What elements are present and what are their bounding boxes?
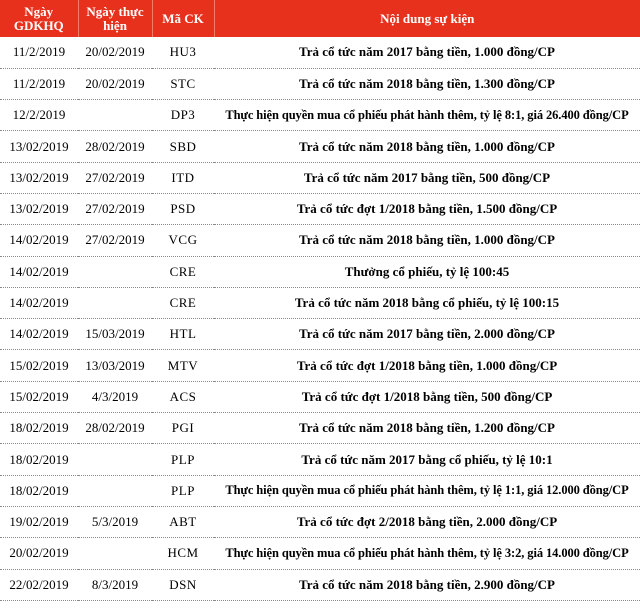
table-row bbox=[0, 350, 640, 381]
ticker-cell: CRE bbox=[152, 256, 214, 287]
event-content-cell: Trả cổ tức năm 2018 bằng cổ phiếu, tỷ lệ 100:15 bbox=[214, 287, 640, 318]
ticker-cell: HTL bbox=[152, 319, 214, 350]
event-content-cell: Trả cổ tức năm 2018 bằng tiền, 1.000 đồng/CP bbox=[214, 131, 640, 162]
ticker-cell: DSN bbox=[152, 569, 214, 600]
ex-date-cell: 20/02/2019 bbox=[0, 538, 78, 569]
table-row bbox=[0, 225, 640, 256]
event-content-cell: Trả cổ tức năm 2018 bằng tiền, 1.000 đồng/CP bbox=[214, 225, 640, 256]
event-content-cell: Trả cổ tức năm 2018 bằng tiền, 2.900 đồng/CP bbox=[214, 569, 640, 600]
ticker-cell: ABT bbox=[152, 506, 214, 537]
execution-date-cell: 27/02/2019 bbox=[78, 162, 152, 193]
table-row bbox=[0, 538, 640, 569]
header-event-content: Nội dung sự kiện bbox=[214, 0, 640, 37]
ex-date-cell: 15/02/2019 bbox=[0, 381, 78, 412]
table-row bbox=[0, 256, 640, 287]
event-content-cell: Trả cổ tức đợt 1/2018 bằng tiền, 500 đồng/CP bbox=[214, 381, 640, 412]
execution-date-cell: 28/02/2019 bbox=[78, 413, 152, 444]
table-row bbox=[0, 444, 640, 475]
execution-date-cell: 4/3/2019 bbox=[78, 381, 152, 412]
ex-date-cell: 15/02/2019 bbox=[0, 350, 78, 381]
ticker-cell: ACS bbox=[152, 381, 214, 412]
table-row bbox=[0, 287, 640, 318]
ticker-cell: PGI bbox=[152, 413, 214, 444]
ticker-cell: VCG bbox=[152, 225, 214, 256]
ex-date-cell: 11/2/2019 bbox=[0, 68, 78, 99]
execution-date-cell bbox=[78, 287, 152, 318]
table-row bbox=[0, 131, 640, 162]
ex-date-cell: 14/02/2019 bbox=[0, 287, 78, 318]
ex-date-cell: 18/02/2019 bbox=[0, 413, 78, 444]
execution-date-cell: 28/02/2019 bbox=[78, 131, 152, 162]
header-row bbox=[0, 0, 640, 37]
event-content-cell: Thưởng cổ phiếu, tỷ lệ 100:45 bbox=[214, 256, 640, 287]
ex-date-cell: 13/02/2019 bbox=[0, 193, 78, 224]
ticker-cell: MTV bbox=[152, 350, 214, 381]
table-row bbox=[0, 319, 640, 350]
execution-date-cell: 5/3/2019 bbox=[78, 506, 152, 537]
table-body bbox=[0, 37, 640, 600]
execution-date-cell bbox=[78, 444, 152, 475]
ticker-cell: SBD bbox=[152, 131, 214, 162]
event-content-cell: Trả cổ tức đợt 1/2018 bằng tiền, 1.000 đồng/CP bbox=[214, 350, 640, 381]
header-ex-date-line1: Ngày bbox=[24, 3, 54, 19]
execution-date-cell: 27/02/2019 bbox=[78, 193, 152, 224]
ex-date-cell: 13/02/2019 bbox=[0, 162, 78, 193]
table-row bbox=[0, 68, 640, 99]
header-execution-date-line1: Ngày thực bbox=[86, 3, 144, 19]
table-row bbox=[0, 506, 640, 537]
ex-date-cell: 22/02/2019 bbox=[0, 569, 78, 600]
event-content-cell: Trả cổ tức năm 2017 bằng tiền, 500 đồng/CP bbox=[214, 162, 640, 193]
ex-date-cell: 14/02/2019 bbox=[0, 225, 78, 256]
event-content-cell: Trả cổ tức năm 2017 bằng cổ phiếu, tỷ lệ 10:1 bbox=[214, 444, 640, 475]
execution-date-cell: 13/03/2019 bbox=[78, 350, 152, 381]
header-ticker: Mã CK bbox=[152, 0, 214, 37]
event-content-cell: Trả cổ tức năm 2018 bằng tiền, 1.200 đồng/CP bbox=[214, 413, 640, 444]
ex-date-cell: 18/02/2019 bbox=[0, 475, 78, 506]
event-content-cell: Trả cổ tức đợt 1/2018 bằng tiền, 1.500 đồng/CP bbox=[214, 193, 640, 224]
table-row bbox=[0, 569, 640, 600]
execution-date-cell: 20/02/2019 bbox=[78, 68, 152, 99]
ex-date-cell: 18/02/2019 bbox=[0, 444, 78, 475]
header-execution-date-line2: hiện bbox=[103, 17, 127, 33]
ticker-cell: HCM bbox=[152, 538, 214, 569]
ex-date-cell: 14/02/2019 bbox=[0, 256, 78, 287]
ticker-cell: ITD bbox=[152, 162, 214, 193]
table-row bbox=[0, 381, 640, 412]
ticker-cell: DP3 bbox=[152, 100, 214, 131]
execution-date-cell: 15/03/2019 bbox=[78, 319, 152, 350]
header-ex-date bbox=[0, 0, 78, 37]
ex-date-cell: 11/2/2019 bbox=[0, 37, 78, 68]
table-row bbox=[0, 162, 640, 193]
ex-date-cell: 19/02/2019 bbox=[0, 506, 78, 537]
ticker-cell: STC bbox=[152, 68, 214, 99]
table-row bbox=[0, 475, 640, 506]
table-header bbox=[0, 0, 640, 37]
event-content-cell: Thực hiện quyền mua cổ phiếu phát hành thêm, tỷ lệ 8:1, giá 26.400 đồng/CP bbox=[214, 100, 640, 131]
execution-date-cell bbox=[78, 256, 152, 287]
execution-date-cell bbox=[78, 475, 152, 506]
event-content-cell: Trả cổ tức năm 2017 bằng tiền, 1.000 đồng/CP bbox=[214, 37, 640, 68]
header-execution-date bbox=[78, 0, 152, 37]
execution-date-cell: 20/02/2019 bbox=[78, 37, 152, 68]
event-content-cell: Thực hiện quyền mua cổ phiếu phát hành thêm, tỷ lệ 1:1, giá 12.000 đồng/CP bbox=[214, 475, 640, 506]
event-content-cell: Thực hiện quyền mua cổ phiếu phát hành thêm, tỷ lệ 3:2, giá 14.000 đồng/CP bbox=[214, 538, 640, 569]
table-row bbox=[0, 413, 640, 444]
ex-date-cell: 13/02/2019 bbox=[0, 131, 78, 162]
execution-date-cell: 8/3/2019 bbox=[78, 569, 152, 600]
ex-date-cell: 12/2/2019 bbox=[0, 100, 78, 131]
table-row bbox=[0, 193, 640, 224]
header-ex-date-line2: GDKHQ bbox=[13, 17, 64, 33]
execution-date-cell: 27/02/2019 bbox=[78, 225, 152, 256]
ex-date-cell: 14/02/2019 bbox=[0, 319, 78, 350]
execution-date-cell bbox=[78, 100, 152, 131]
ticker-cell: PLP bbox=[152, 475, 214, 506]
ticker-cell: PLP bbox=[152, 444, 214, 475]
table-row bbox=[0, 37, 640, 68]
execution-date-cell bbox=[78, 538, 152, 569]
ticker-cell: HU3 bbox=[152, 37, 214, 68]
table-row bbox=[0, 100, 640, 131]
ticker-cell: PSD bbox=[152, 193, 214, 224]
ticker-cell: CRE bbox=[152, 287, 214, 318]
event-content-cell: Trả cổ tức năm 2018 bằng tiền, 1.300 đồng/CP bbox=[214, 68, 640, 99]
event-content-cell: Trả cổ tức năm 2017 bằng tiền, 2.000 đồng/CP bbox=[214, 319, 640, 350]
event-content-cell: Trả cổ tức đợt 2/2018 bằng tiền, 2.000 đồng/CP bbox=[214, 506, 640, 537]
